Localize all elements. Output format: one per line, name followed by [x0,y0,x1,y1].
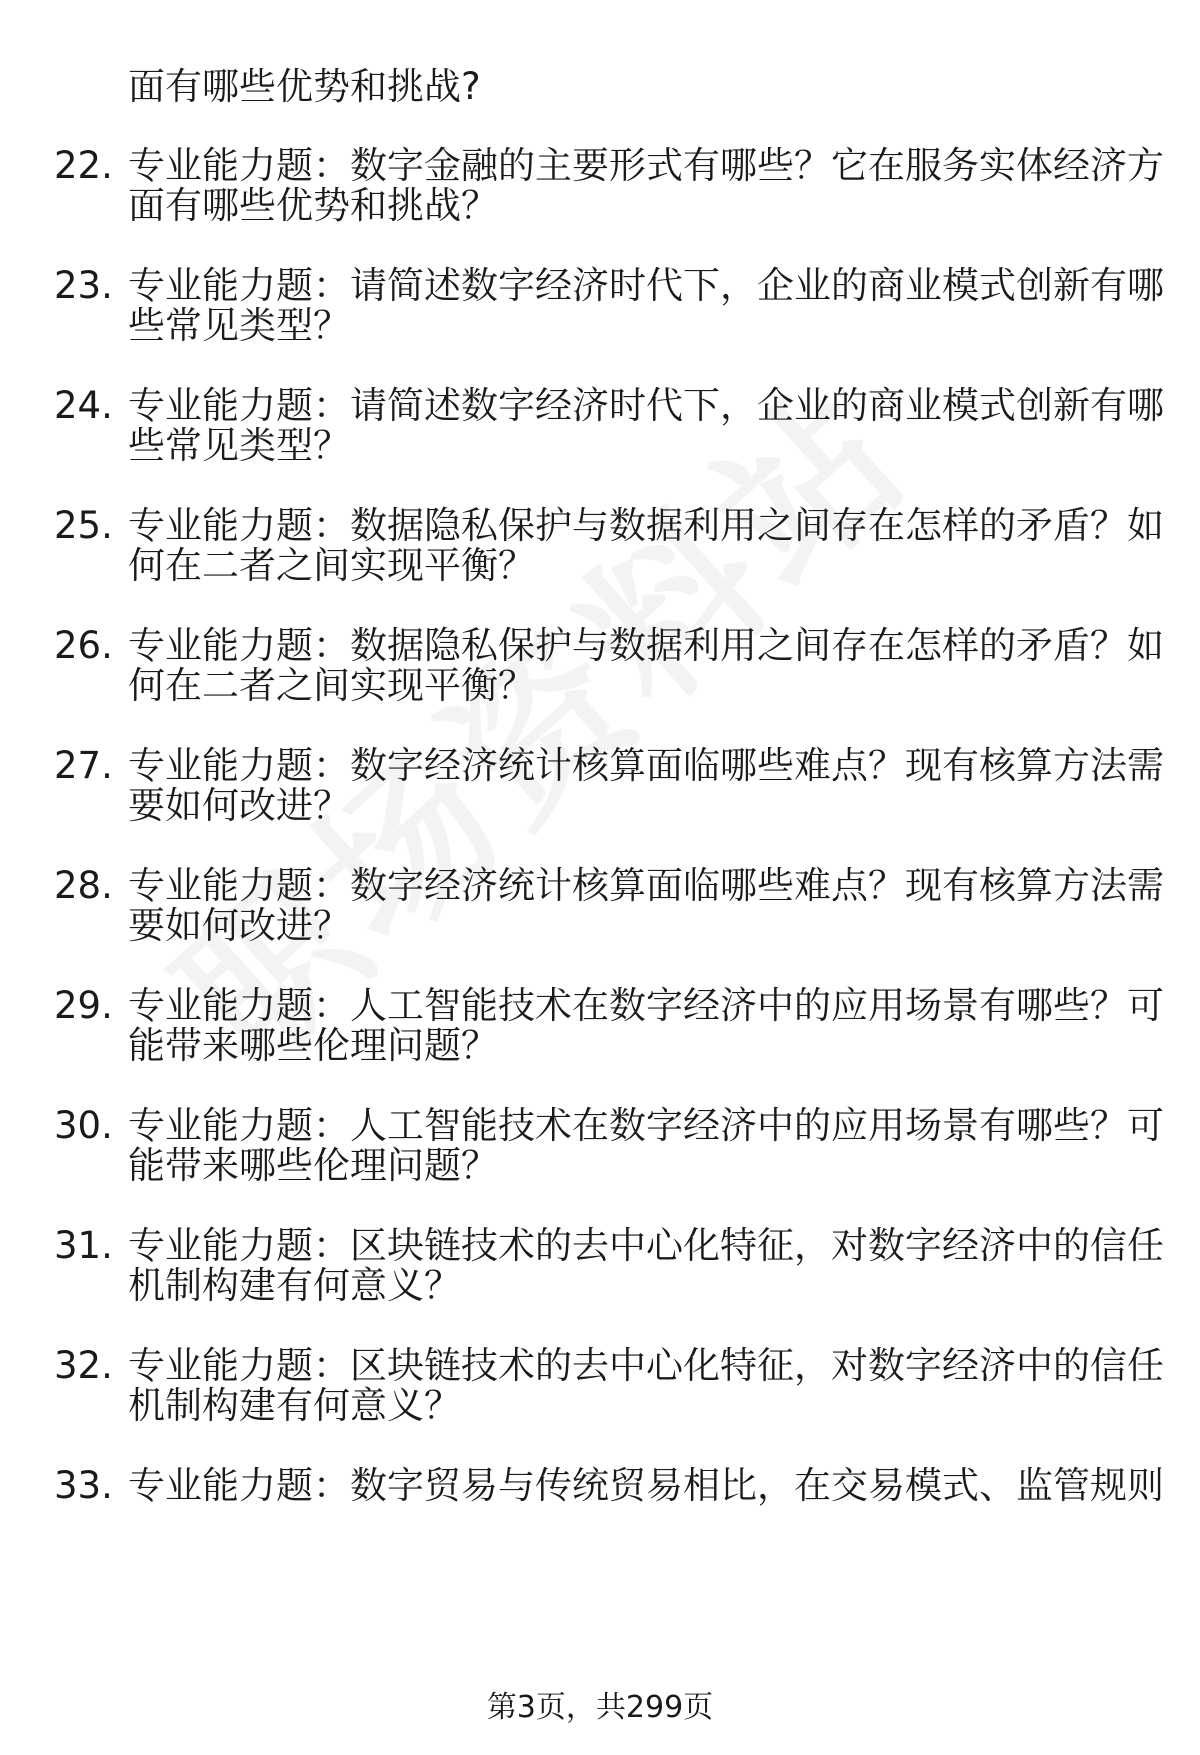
question-text-line2: 能带来哪些伦理问题？ [128,1144,498,1187]
question-text-line1: 专业能力题：区块链技术的去中心化特征，对数字经济中的信任 [128,1344,1164,1387]
question-text-line1: 专业能力题：数据隐私保护与数据利用之间存在怎样的矛盾？如 [128,504,1164,547]
question-text-line1: 专业能力题：数字金融的主要形式有哪些？它在服务实体经济方 [128,144,1164,187]
question-number: 23. [54,264,113,307]
question-text-line2: 些常见类型？ [128,304,350,347]
question-text-line1: 专业能力题：人工智能技术在数字经济中的应用场景有哪些？可 [128,984,1164,1027]
question-text-line1: 专业能力题：人工智能技术在数字经济中的应用场景有哪些？可 [128,1104,1164,1147]
question-number: 22. [54,144,113,187]
question-number: 32. [54,1344,113,1387]
question-text-line1: 专业能力题：区块链技术的去中心化特征，对数字经济中的信任 [128,1224,1164,1267]
question-text-line2: 要如何改进？ [128,784,350,827]
question-number: 33. [54,1464,113,1507]
question-number: 29. [54,984,113,1027]
question-text-line1: 专业能力题：数据隐私保护与数据利用之间存在怎样的矛盾？如 [128,624,1164,667]
question-number: 25. [54,504,113,547]
question-number: 28. [54,864,113,907]
continuation-line: 面有哪些优势和挑战? [128,65,481,108]
question-text-line1: 专业能力题：数字贸易与传统贸易相比，在交易模式、监管规则 [128,1464,1164,1507]
question-text-line2: 何在二者之间实现平衡？ [128,544,535,587]
question-number: 31. [54,1224,113,1267]
question-text-line2: 能带来哪些伦理问题？ [128,1024,498,1067]
question-number: 26. [54,624,113,667]
question-number: 24. [54,384,113,427]
page-footer: 第3页，共299页 [486,1690,714,1725]
question-text-line1: 专业能力题：请简述数字经济时代下，企业的商业模式创新有哪 [128,384,1164,427]
question-text-line2: 机制构建有何意义？ [128,1264,461,1307]
question-text-line1: 专业能力题：请简述数字经济时代下，企业的商业模式创新有哪 [128,264,1164,307]
question-text-line2: 要如何改进？ [128,904,350,947]
question-text-line2: 机制构建有何意义？ [128,1384,461,1427]
question-number: 27. [54,744,113,787]
question-text-line2: 些常见类型？ [128,424,350,467]
question-text-line1: 专业能力题：数字经济统计核算面临哪些难点？现有核算方法需 [128,864,1164,907]
question-text-line1: 专业能力题：数字经济统计核算面临哪些难点？现有核算方法需 [128,744,1164,787]
question-number: 30. [54,1104,113,1147]
question-text-line2: 面有哪些优势和挑战？ [128,184,498,227]
question-text-line2: 何在二者之间实现平衡？ [128,664,535,707]
